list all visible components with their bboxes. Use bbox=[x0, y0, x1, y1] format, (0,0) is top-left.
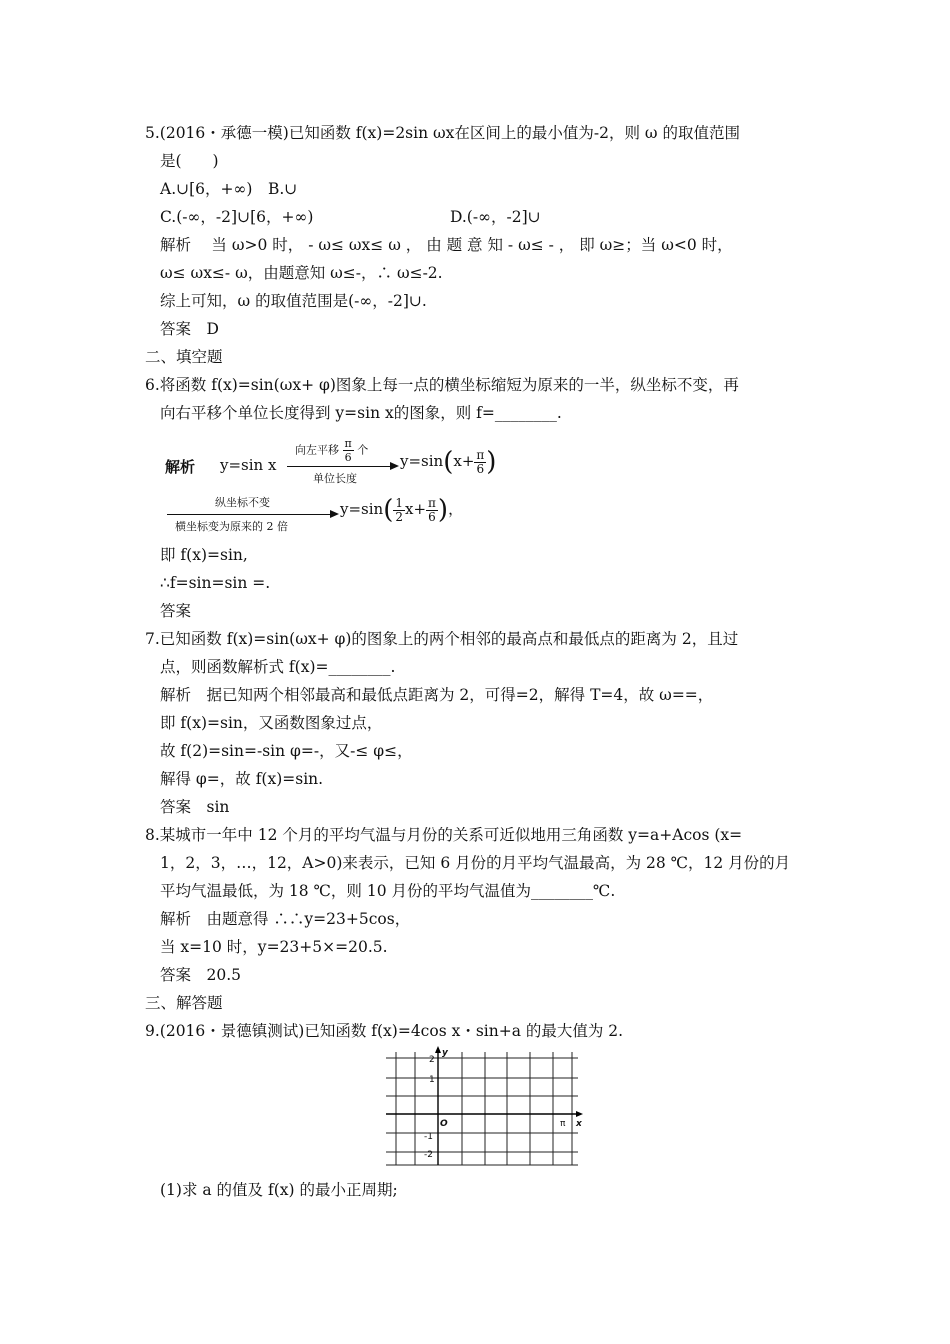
q9-coordinate-grid bbox=[380, 1046, 585, 1168]
section-fill-in-heading: 二、填空题 bbox=[145, 348, 223, 366]
q7-stem-line2: 点，则函数解析式 f(x)=________. bbox=[160, 658, 396, 676]
q5-solution-line1: 解析 当 ω>0 时， - ω≤ ωx≤ ω ， 由 题 意 知 - ω≤ - ， 即 ω≥；当 ω<0 时， bbox=[160, 236, 733, 254]
section-answer-heading: 三、解答题 bbox=[145, 994, 223, 1012]
q6-result1: y=sin(x+ $\frac{\pi}{6}$ ) bbox=[400, 447, 497, 477]
q8-solution-line2: 当 x=10 时，y=23+5×=20.5. bbox=[160, 938, 388, 956]
q6-arrow2-bottom-text: 横坐标变为原来的 2 倍 bbox=[175, 520, 288, 533]
x-axis-arrow bbox=[576, 1111, 583, 1117]
q6-stem-line1: 6.将函数 f(x)=sin(ωx+ φ)图象上每一点的横坐标缩短为原来的一半，纵坐标不变，再 bbox=[145, 376, 739, 394]
q6-arrow1-line bbox=[287, 466, 392, 467]
q6-answer: 答案 bbox=[160, 602, 192, 620]
q6-stem-line2: 向右平移个单位长度得到 y=sin x的图象，则 f=________. bbox=[160, 404, 562, 422]
q8-stem-line2: 1，2，3，…，12，A>0)来表示，已知 6 月份的月平均气温最高，为 28 ℃，12 月份的月 bbox=[160, 854, 791, 872]
q8-stem-line1: 8.某城市一年中 12 个月的平均气温与月份的关系可近似地用三角函数 y=a+Acos (x= bbox=[145, 826, 743, 844]
q6-figure-label: 解析 bbox=[165, 458, 196, 476]
q7-solution-line3: 故 f(2)=sin=-sin φ=-，又-≤ φ≤， bbox=[160, 742, 413, 760]
q7-stem-line1: 7.已知函数 f(x)=sin(ωx+ φ)的图象上的两个相邻的最高点和最低点的距离为 2，且过 bbox=[145, 630, 739, 648]
q7-solution-line1: 解析 据已知两个相邻最高和最低点距离为 2，可得=2，解得 T=4，故 ω==， bbox=[160, 686, 714, 704]
q6-arrow2-line bbox=[167, 514, 332, 515]
q8-answer: 答案 20.5 bbox=[160, 966, 242, 984]
y-tick-label: -2 bbox=[424, 1150, 433, 1160]
origin-label: O bbox=[440, 1119, 448, 1129]
q6-solution-line1: 即 f(x)=sin, bbox=[160, 546, 248, 564]
pi-label: π bbox=[560, 1119, 566, 1129]
q6-arrow1-top-text: 向左平移 $\frac{\pi}{6}$ 个 bbox=[295, 437, 369, 464]
q9-part-1: (1)求 a 的值及 f(x) 的最小正周期; bbox=[160, 1181, 398, 1199]
q5-option-d: D.(-∞，-2]∪ bbox=[450, 208, 541, 226]
y-tick-label: -1 bbox=[424, 1132, 433, 1142]
q9-stem-line1: 9.(2016・景德镇测试)已知函数 f(x)=4cos x・sin+a 的最大值为 2. bbox=[145, 1022, 624, 1040]
y-tick-label: 2 bbox=[429, 1055, 435, 1065]
q8-solution-line1: 解析 由题意得 ∴∴y=23+5cos， bbox=[160, 910, 411, 928]
q5-answer: 答案 D bbox=[160, 320, 219, 338]
x-axis-label: x bbox=[576, 1119, 582, 1129]
q5-stem-line2: 是( ) bbox=[160, 152, 219, 170]
q7-solution-line4: 解得 φ=，故 f(x)=sin. bbox=[160, 770, 324, 788]
q5-solution-line3: 综上可知，ω 的取值范围是(-∞，-2]∪. bbox=[160, 292, 427, 310]
q6-arrow1-head bbox=[390, 462, 399, 470]
q7-answer: 答案 sin bbox=[160, 798, 230, 816]
q7-solution-line2: 即 f(x)=sin，又函数图象过点， bbox=[160, 714, 383, 732]
q6-arrow2-top-text: 纵坐标不变 bbox=[215, 496, 270, 509]
q5-stem-line1: 5.(2016・承德一模)已知函数 f(x)=2sin ωx在区间上的最小值为-2，则 ω 的取值范围 bbox=[145, 124, 740, 142]
q5-solution-line2: ω≤ ωx≤- ω，由题意知 ω≤-，∴ ω≤-2. bbox=[160, 264, 443, 282]
q8-stem-line3: 平均气温最低，为 18 ℃，则 10 月份的平均气温值为________℃. bbox=[160, 882, 616, 900]
y-axis-arrow bbox=[435, 1046, 441, 1053]
q5-options-ab: A.∪[6，+∞) B.∪ bbox=[160, 180, 298, 198]
y-axis-label: y bbox=[442, 1048, 448, 1058]
q6-result2: y=sin( $\frac{1}{2}$ x+ $\frac{\pi}{6}$ )， bbox=[340, 495, 464, 525]
y-tick-label: 1 bbox=[429, 1075, 435, 1085]
q6-arrow2-head bbox=[330, 510, 339, 518]
q6-arrow1-bottom-text: 单位长度 bbox=[313, 472, 357, 485]
q5-option-c: C.(-∞，-2]∪[6，+∞) bbox=[160, 208, 314, 226]
q6-solution-line2: ∴f=sin=sin =. bbox=[160, 574, 271, 592]
q6-figure-start-func: y=sin x bbox=[220, 456, 277, 474]
